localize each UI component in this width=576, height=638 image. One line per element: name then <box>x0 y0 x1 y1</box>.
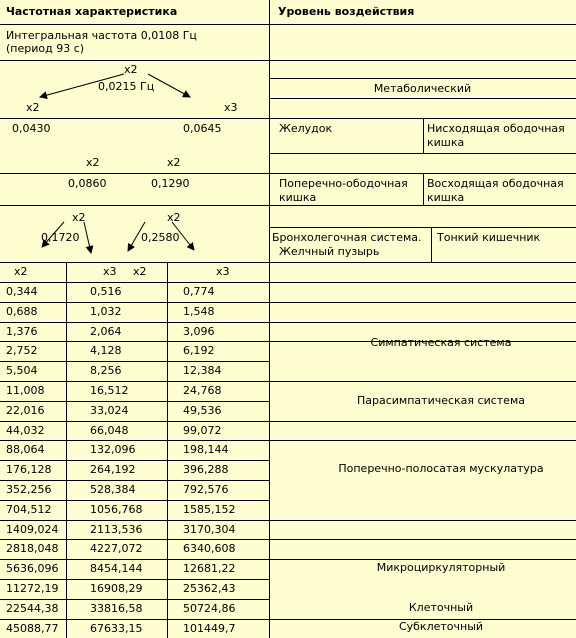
table-cell: 12681,22 <box>183 562 236 575</box>
table-cell: 352,256 <box>6 483 52 496</box>
column-header-x2: x2 <box>133 265 147 278</box>
table-cell: 264,192 <box>90 463 136 476</box>
branch-arrow <box>42 222 64 247</box>
integral-period: (период 93 с) <box>6 42 85 55</box>
table-cell: 1,548 <box>183 305 215 318</box>
level-ascending-colon: Восходящая ободочная <box>427 177 564 190</box>
column-header-x3: x3 <box>216 265 230 278</box>
table-cell: 5,504 <box>6 364 38 377</box>
table-cell: 528,384 <box>90 483 136 496</box>
table-cell: 0,688 <box>6 305 38 318</box>
branch-arrow <box>40 74 124 97</box>
table-cell: 792,576 <box>183 483 229 496</box>
table-cell: 2,064 <box>90 325 122 338</box>
table-cell: 22544,38 <box>6 602 59 615</box>
table-cell: 2818,048 <box>6 542 59 555</box>
table-cell: 0,516 <box>90 285 122 298</box>
table-cell: 33816,58 <box>90 602 143 615</box>
table-cell: 2113,536 <box>90 523 143 536</box>
multiplier-label: x2 <box>167 211 181 224</box>
table-cell: 99,072 <box>183 424 222 437</box>
column-header-x2: x2 <box>14 265 28 278</box>
table-cell: 3,096 <box>183 325 215 338</box>
table-cell: 0,774 <box>183 285 215 298</box>
level-microcirculatory: Микроциркуляторный <box>376 561 506 574</box>
multiplier-label: x2 <box>86 156 100 169</box>
table-cell: 2,752 <box>6 344 38 357</box>
table-cell: 24,768 <box>183 384 222 397</box>
value-2580: 0,2580 <box>141 231 180 244</box>
branch-arrow <box>84 222 91 253</box>
table-cell: 11,008 <box>6 384 45 397</box>
multiplier-label: x2 <box>26 101 40 114</box>
table-cell: 66,048 <box>90 424 129 437</box>
header-level: Уровень воздействия <box>278 5 415 18</box>
level-ascending-colon-2: кишка <box>427 191 465 204</box>
table-cell: 67633,15 <box>90 622 143 635</box>
header-frequency: Частотная характеристика <box>6 5 178 18</box>
table-cell: 16,512 <box>90 384 129 397</box>
level-small-intestine: Тонкий кишечник <box>437 231 541 244</box>
column-header-x3: x3 <box>103 265 117 278</box>
multiplier-label: x2 <box>167 156 181 169</box>
level-stomach: Желудок <box>279 122 333 135</box>
multiplier-label: x3 <box>224 101 238 114</box>
table-cell: 8,256 <box>90 364 122 377</box>
level-transverse-colon-2: кишка <box>279 191 317 204</box>
table-cell: 176,128 <box>6 463 52 476</box>
table-cell: 25362,43 <box>183 582 236 595</box>
level-descending-colon: Нисходящая ободочная <box>427 122 565 135</box>
level-striated-muscle: Поперечно-полосатая мускулатура <box>338 462 544 475</box>
level-gallbladder: Желчный пузырь <box>279 245 380 258</box>
branch-arrow <box>128 222 145 251</box>
table-cell: 88,064 <box>6 443 45 456</box>
level-sympathetic: Симпатическая система <box>370 336 512 349</box>
multiplier-label: x2 <box>124 63 138 76</box>
table-cell: 1,032 <box>90 305 122 318</box>
table-cell: 22,016 <box>6 404 45 417</box>
value-0430: 0,0430 <box>12 122 51 135</box>
table-cell: 1,376 <box>6 325 38 338</box>
table-cell: 132,096 <box>90 443 136 456</box>
table-cell: 101449,7 <box>183 622 236 635</box>
value-1290: 0,1290 <box>151 177 190 190</box>
multiplier-label: x2 <box>72 211 86 224</box>
table-cell: 16908,29 <box>90 582 143 595</box>
level-bronchopulmonary: Бронхолегочная система. <box>272 231 422 244</box>
level-transverse-colon: Поперечно-ободочная <box>279 177 408 190</box>
level-descending-colon-2: кишка <box>427 136 465 149</box>
integral-frequency: Интегральная частота 0,0108 Гц <box>6 29 197 42</box>
table-cell: 8454,144 <box>90 562 143 575</box>
value-0645: 0,0645 <box>183 122 222 135</box>
table-cell: 6340,608 <box>183 542 236 555</box>
table-cell: 44,032 <box>6 424 45 437</box>
level-metabolic: Метаболический <box>373 82 472 95</box>
table-cell: 33,024 <box>90 404 129 417</box>
table-cell: 12,384 <box>183 364 222 377</box>
table-cell: 6,192 <box>183 344 215 357</box>
value-0860: 0,0860 <box>68 177 107 190</box>
table-cell: 4227,072 <box>90 542 143 555</box>
table-cell: 5636,096 <box>6 562 59 575</box>
table-cell: 704,512 <box>6 503 52 516</box>
table-cell: 49,536 <box>183 404 222 417</box>
table-cell: 4,128 <box>90 344 122 357</box>
table-cell: 1585,152 <box>183 503 236 516</box>
level-subcellular: Субклеточный <box>398 620 484 633</box>
table-cell: 1409,024 <box>6 523 59 536</box>
table-cell: 11272,19 <box>6 582 59 595</box>
level-cellular: Клеточный <box>408 601 474 614</box>
branch-arrow <box>148 74 190 97</box>
table-cell: 1056,768 <box>90 503 143 516</box>
level-parasympathetic: Парасимпатическая система <box>357 394 525 407</box>
branch-arrow <box>172 222 194 250</box>
table-cell: 3170,304 <box>183 523 236 536</box>
frequency-0215: 0,0215 Гц <box>98 80 155 93</box>
value-1720: 0,1720 <box>41 231 80 244</box>
table-cell: 50724,86 <box>183 602 236 615</box>
table-cell: 45088,77 <box>6 622 59 635</box>
table-cell: 0,344 <box>6 285 38 298</box>
table-cell: 198,144 <box>183 443 229 456</box>
table-cell: 396,288 <box>183 463 229 476</box>
